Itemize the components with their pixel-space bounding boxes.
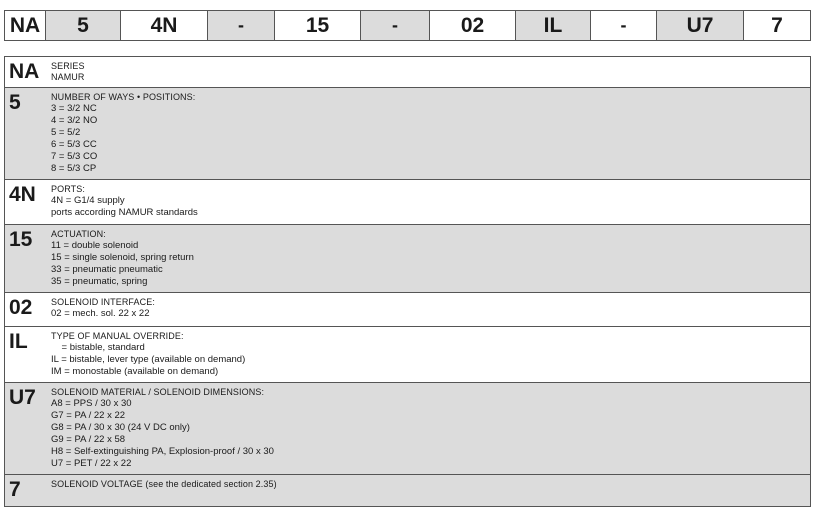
row-option: 11 = double solenoid (51, 240, 139, 251)
code-segment: IL (515, 11, 590, 40)
code-segment: 4N (120, 11, 207, 40)
code-separator: - (207, 11, 274, 40)
row-option: U7 = PET / 22 x 22 (51, 458, 132, 469)
row-option: 5 = 5/2 (51, 127, 81, 138)
row-option: 6 = 5/3 CC (51, 139, 97, 150)
row-code: 7 (9, 478, 21, 501)
row-code: 02 (9, 296, 33, 319)
row-option: ports according NAMUR standards (51, 207, 198, 218)
row-option: 8 = 5/3 CP (51, 163, 97, 174)
code-segment: NA (5, 11, 45, 40)
row-description (49, 225, 810, 292)
table-row (5, 224, 810, 292)
row-heading: SOLENOID INTERFACE: (51, 297, 155, 307)
row-option: 4 = 3/2 NO (51, 115, 98, 126)
code-segment: 15 (274, 11, 360, 40)
code-segment: U7 (656, 11, 743, 40)
row-option: 15 = single solenoid, spring return (51, 252, 194, 263)
code-segment: 02 (429, 11, 515, 40)
row-heading: SERIES (51, 61, 85, 71)
code-separator: - (360, 11, 429, 40)
row-code: 15 (9, 228, 33, 251)
row-option: IM = monostable (available on demand) (51, 366, 219, 377)
row-code: NA (9, 60, 40, 83)
row-code: 5 (9, 91, 21, 114)
table-row (5, 326, 810, 382)
row-option: G8 = PA / 30 x 30 (24 V DC only) (51, 422, 190, 433)
row-option: IL = bistable, lever type (available on demand) (51, 354, 246, 365)
row-option: 02 = mech. sol. 22 x 22 (51, 308, 150, 319)
code-separator: - (590, 11, 656, 40)
table-row (5, 87, 810, 179)
row-option: H8 = Self-extinguishing PA, Explosion-proof / 30 x 30 (51, 446, 274, 457)
code-bar-underline (4, 40, 811, 41)
row-description (49, 475, 810, 506)
row-heading: PORTS: (51, 184, 85, 194)
row-heading: SOLENOID VOLTAGE (see the dedicated section 2.35) (51, 479, 277, 489)
row-description (49, 327, 810, 382)
row-option: 7 = 5/3 CO (51, 151, 98, 162)
table-row (5, 292, 810, 326)
row-description (49, 57, 810, 87)
row-option: = bistable, standard (51, 342, 145, 353)
row-option: 33 = pneumatic pneumatic (51, 264, 163, 275)
table-row (5, 474, 810, 506)
code-segment: 7 (743, 11, 810, 40)
row-description (49, 180, 810, 224)
row-description (49, 383, 810, 474)
row-option: A8 = PPS / 30 x 30 (51, 398, 132, 409)
row-option: 3 = 3/2 NC (51, 103, 97, 114)
row-code: 4N (9, 183, 36, 206)
row-heading: NUMBER OF WAYS • POSITIONS: (51, 92, 196, 102)
row-code: IL (9, 330, 28, 353)
row-code: U7 (9, 386, 36, 409)
row-heading: TYPE OF MANUAL OVERRIDE: (51, 331, 184, 341)
row-option: 35 = pneumatic, spring (51, 276, 148, 287)
row-heading: SOLENOID MATERIAL / SOLENOID DIMENSIONS: (51, 387, 265, 397)
row-description (49, 88, 810, 179)
table-row (5, 179, 810, 224)
definition-table (4, 56, 811, 507)
table-row (5, 57, 810, 87)
table-row (5, 382, 810, 474)
row-option: G7 = PA / 22 x 22 (51, 410, 126, 421)
row-option: G9 = PA / 22 x 58 (51, 434, 126, 445)
code-bar (4, 10, 811, 41)
row-description (49, 293, 810, 326)
code-segment: 5 (45, 11, 120, 40)
row-option: NAMUR (51, 72, 85, 82)
row-heading: ACTUATION: (51, 229, 106, 239)
row-option: 4N = G1/4 supply (51, 195, 125, 206)
